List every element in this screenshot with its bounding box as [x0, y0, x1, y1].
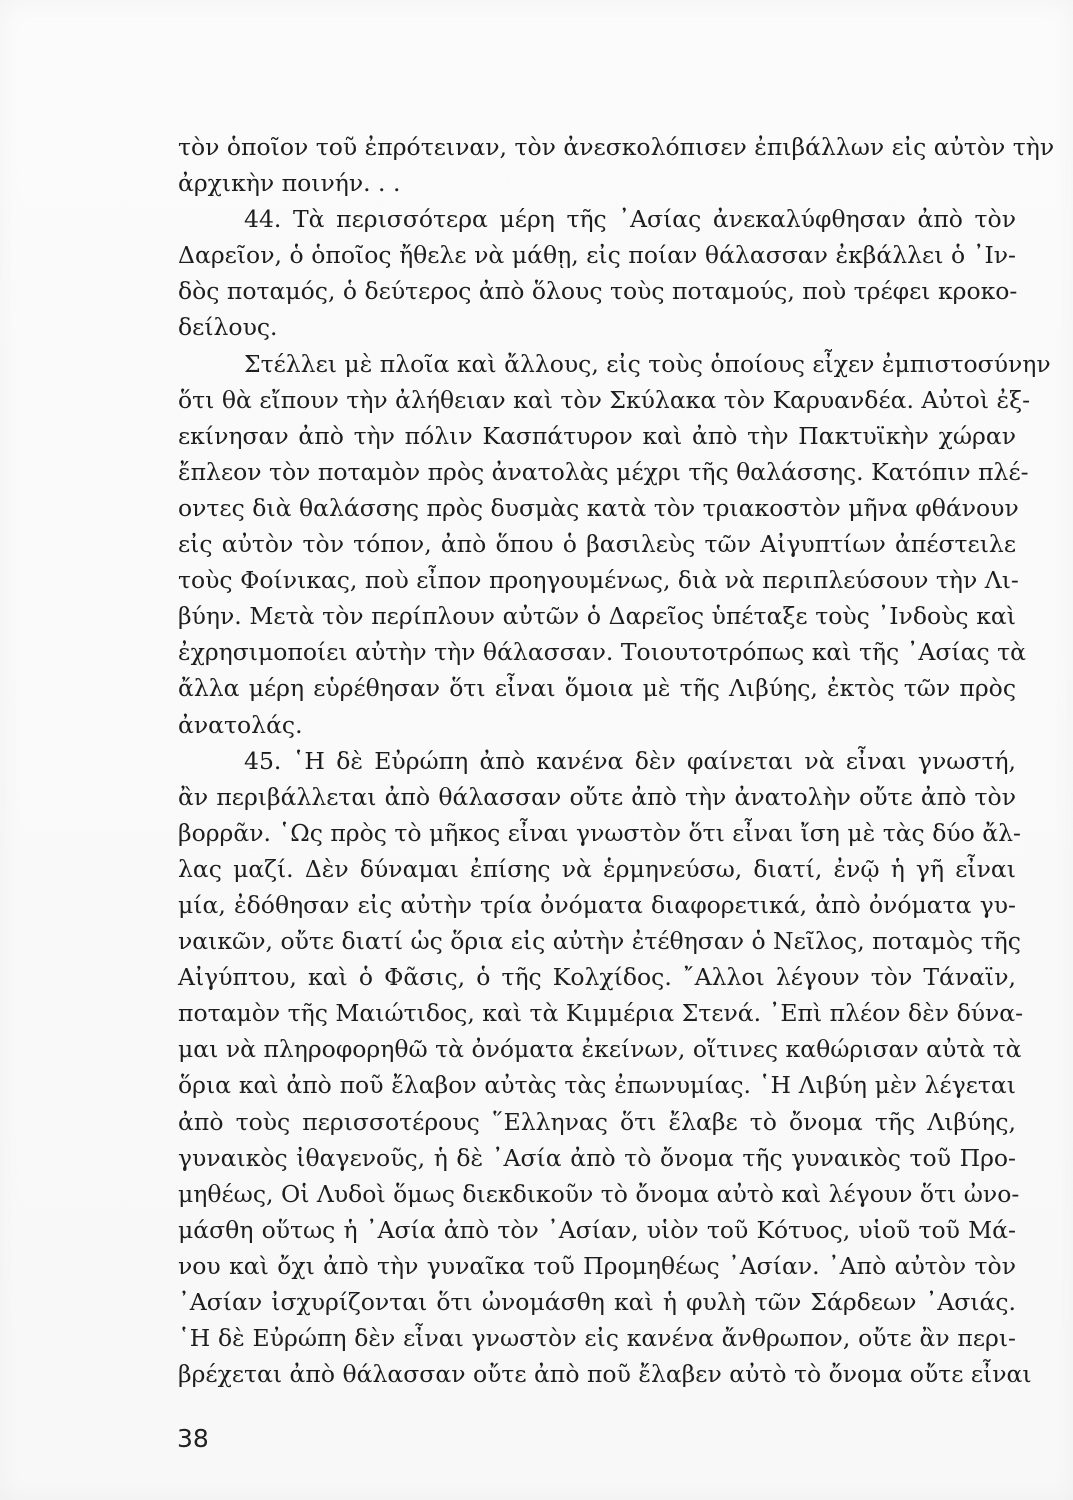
text-line: Στέλλει μὲ πλοῖα καὶ ἄλλους, εἰς τοὺς ὁποίους εἶχεν ἐμπιστοσύνην — [244, 349, 1051, 378]
text-line: μία, ἐδόθησαν εἰς αὐτὴν τρία ὀνόματα διαφορετικά, ἀπὸ ὀνόματα γυ- — [178, 890, 1016, 919]
text-line: ἄλλα μέρη εὑρέθησαν ὅτι εἶναι ὅμοια μὲ τῆς Λιβύης, ἐκτὸς τῶν πρὸς — [178, 674, 1016, 703]
text-line: εκίνησαν ἀπὸ τὴν πόλιν Κασπάτυρον καὶ ἀπὸ τὴν Πακτυϊκὴν χώραν — [178, 421, 1016, 450]
text-line: ἐχρησιμοποίει αὐτὴν τὴν θάλασσαν. Τοιουτοτρόπως καὶ τῆς ᾿Ασίας τὰ — [178, 638, 1026, 667]
text-line: 44. Τὰ περισσότερα μέρη τῆς ᾿Ασίας ἀνεκαλύφθησαν ἀπὸ τὸν — [244, 205, 1016, 234]
text-line: ἔπλεον τὸν ποταμὸν πρὸς ἀνατολὰς μέχρι τῆς θαλάσσης. Κατόπιν πλέ- — [178, 457, 1029, 486]
text-line: δείλους. — [178, 313, 278, 342]
text-line: ἀπὸ τοὺς περισσοτέρους ῞Ελληνας ὅτι ἔλαβε τὸ ὄνομα τῆς Λιβύης, — [178, 1107, 1016, 1136]
text-line: νου καὶ ὄχι ἀπὸ τὴν γυναῖκα τοῦ Προμηθέως ᾿Ασίαν. ᾿Απὸ αὐτὸν τὸν — [178, 1251, 1016, 1280]
text-line: τὸν ὁποῖον τοῦ ἐπρότειναν, τὸν ἀνεσκολόπισεν ἐπιβάλλων εἰς αὐτὸν τὴν — [178, 133, 1055, 161]
text-line: μηθέως, Οἱ Λυδοὶ ὅμως διεκδικοῦν τὸ ὄνομα αὐτὸ καὶ λέγουν ὅτι ὠνο- — [178, 1179, 1020, 1208]
text-line: βορρᾶν. ῾Ως πρὸς τὸ μῆκος εἶναι γνωστὸν ὅτι εἶναι ἴση μὲ τὰς δύο ἄλ- — [178, 818, 1021, 847]
text-line: τοὺς Φοίνικας, ποὺ εἶπον προηγουμένως, διὰ νὰ περιπλεύσουν τὴν Λι- — [178, 566, 1019, 595]
text-line: ἀνατολάς. — [178, 710, 303, 739]
text-line: ποταμὸν τῆς Μαιώτιδος, καὶ τὰ Κιμμέρια Στενά. ᾿Επὶ πλέον δὲν δύνα- — [178, 999, 1024, 1028]
text-line: Δαρεῖον, ὁ ὁποῖος ἤθελε νὰ μάθῃ, εἰς ποίαν θάλασσαν ἐκβάλλει ὁ ᾿Ιν- — [178, 241, 1016, 270]
text-line: ὅτι θὰ εἴπουν τὴν ἀλήθειαν καὶ τὸν Σκύλακα τὸν Καρυανδέα. Αὐτοὶ ἐξ- — [178, 385, 1031, 414]
body-text — [178, 129, 1055, 1392]
text-line: 45. ῾Η δὲ Εὐρώπη ἀπὸ κανένα δὲν φαίνεται νὰ εἶναι γνωστή, — [244, 746, 1016, 775]
text-line: ἂν περιβάλλεται ἀπὸ θάλασσαν οὔτε ἀπὸ τὴν ἀνατολὴν οὔτε ἀπὸ τὸν — [178, 782, 1016, 811]
text-line: Αἰγύπτου, καὶ ὁ Φᾶσις, ὁ τῆς Κολχίδος. ῎Αλλοι λέγουν τὸν Τάναϊν, — [178, 963, 1016, 992]
text-line: οντες διὰ θαλάσσης πρὸς δυσμὰς κατὰ τὸν τριακοστὸν μῆνα φθάνουν — [178, 493, 1019, 522]
text-line: ᾿Ασίαν ἰσχυρίζονται ὅτι ὠνομάσθη καὶ ἡ φυλὴ τῶν Σάρδεων ᾿Ασιάς. — [178, 1288, 1016, 1316]
text-line: ῾Η δὲ Εὐρώπη δὲν εἶναι γνωστὸν εἰς κανένα ἄνθρωπον, οὔτε ἂν περι- — [178, 1324, 1016, 1353]
text-line: βρέχεται ἀπὸ θάλασσαν οὔτε ἀπὸ ποῦ ἔλαβεν αὐτὸ τὸ ὄνομα οὔτε εἶναι — [178, 1360, 1032, 1389]
text-line: βύην. Μετὰ τὸν περίπλουν αὐτῶν ὁ Δαρεῖος ὑπέταξε τοὺς ᾿Ινδοὺς καὶ — [178, 602, 1016, 631]
text-line: ναικῶν, οὔτε διατί ὡς ὅρια εἰς αὐτὴν ἐτέθησαν ὁ Νεῖλος, ποταμὸς τῆς — [178, 927, 1021, 956]
text-line: λας μαζί. Δὲν δύναμαι ἐπίσης νὰ ἑρμηνεύσω, διατί, ἐνῷ ἡ γῆ εἶναι — [178, 854, 1016, 883]
text-line: εἰς αὐτὸν τὸν τόπον, ἀπὸ ὅπου ὁ βασιλεὺς τῶν Αἰγυπτίων ἀπέστειλε — [178, 530, 1016, 559]
text-line: ἀρχικὴν ποινήν. . . — [178, 169, 401, 198]
text-line: μαι νὰ πληροφορηθῶ τὰ ὀνόματα ἐκείνων, οἵτινες καθώρισαν αὐτὰ τὰ — [178, 1035, 1022, 1064]
page-number: 38 — [177, 1424, 209, 1453]
text-line: ὅρια καὶ ἀπὸ ποῦ ἔλαβον αὐτὰς τὰς ἐπωνυμίας. ῾Η Λιβύη μὲν λέγεται — [178, 1071, 1016, 1100]
text-line: δὸς ποταμός, ὁ δεύτερος ἀπὸ ὅλους τοὺς ποταμούς, ποὺ τρέφει κροκο- — [178, 277, 1018, 306]
text-line: γυναικὸς ἰθαγενοῦς, ἡ δὲ ᾿Ασία ἀπὸ τὸ ὄνομα τῆς γυναικὸς τοῦ Προ- — [178, 1143, 1016, 1172]
text-line: μάσθη οὕτως ἡ ᾿Ασία ἀπὸ τὸν ᾿Ασίαν, υἱὸν τοῦ Κότυος, υἱοῦ τοῦ Μά- — [178, 1215, 1016, 1244]
